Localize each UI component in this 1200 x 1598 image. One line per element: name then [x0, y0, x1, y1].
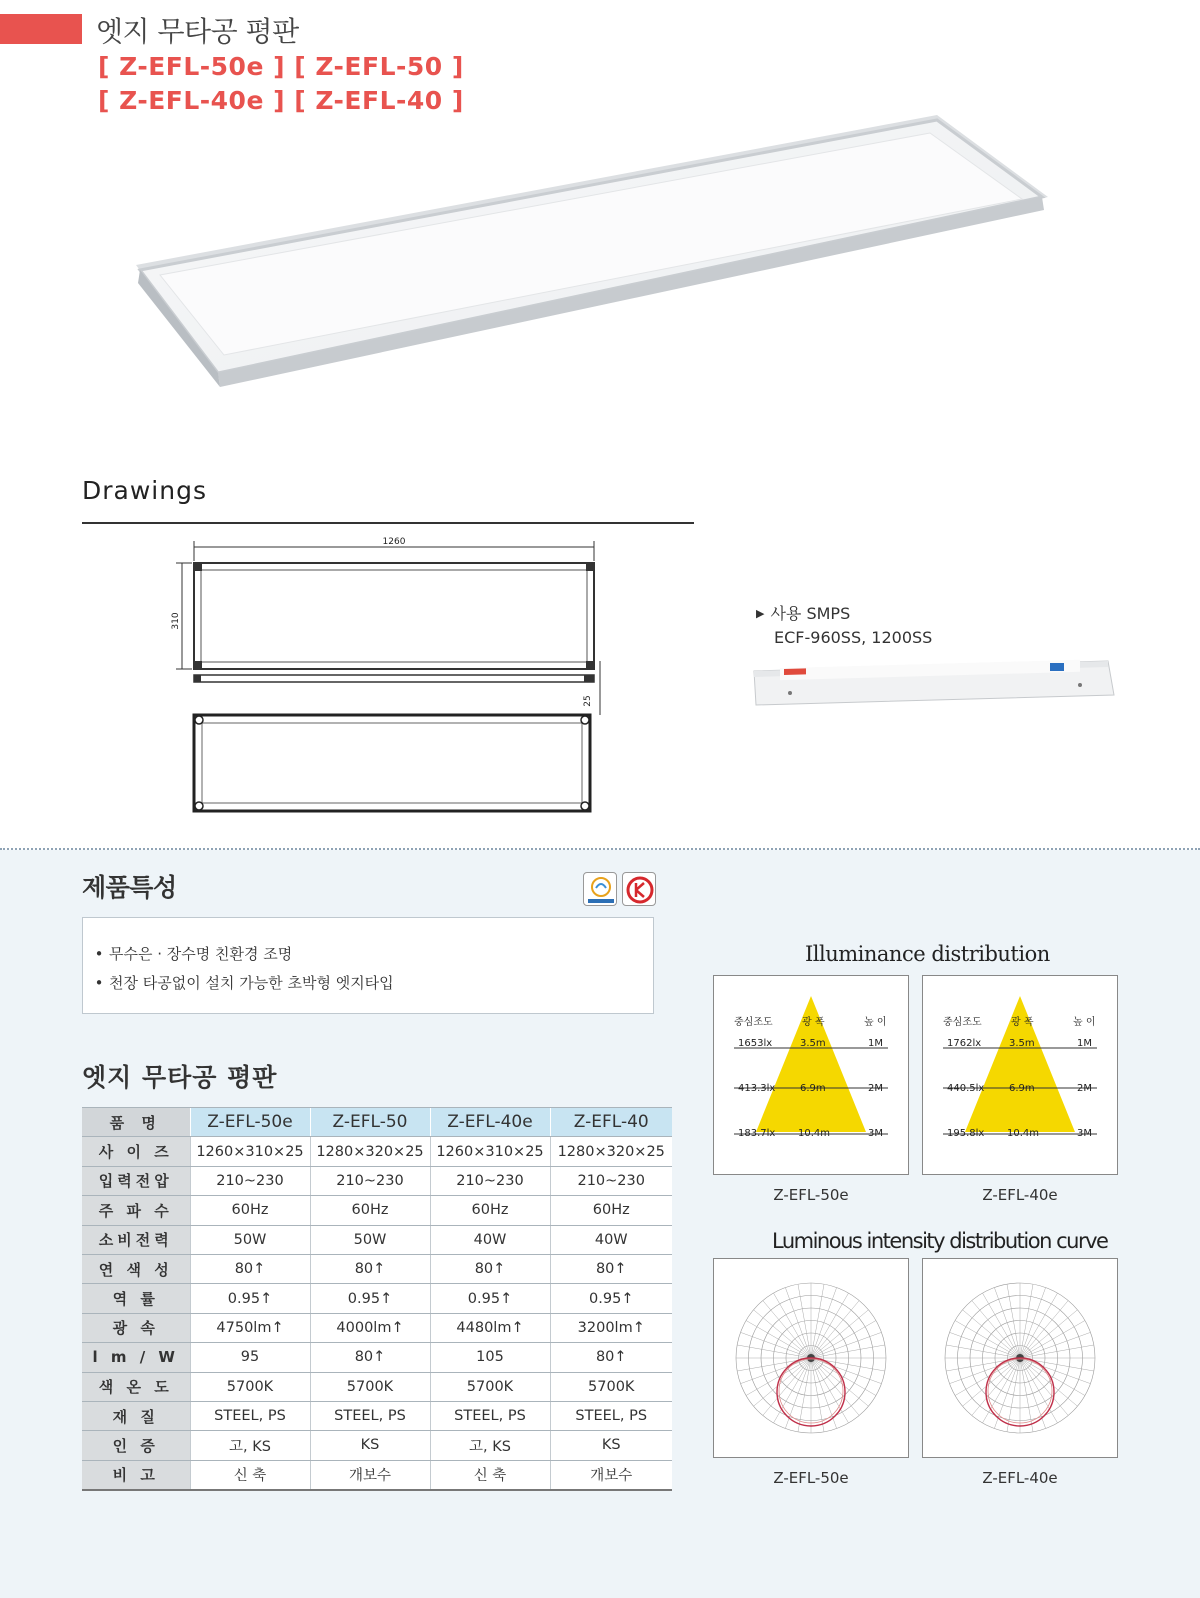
table-cell: 5700K — [430, 1372, 550, 1401]
svg-text:10.4m: 10.4m — [1007, 1128, 1040, 1139]
table-row — [82, 1254, 672, 1283]
row-label: 연 색 성 — [82, 1254, 190, 1283]
table-row — [82, 1137, 672, 1166]
table-cell: STEEL, PS — [190, 1401, 310, 1430]
row-label: 입력전압 — [82, 1166, 190, 1195]
table-row — [82, 1401, 672, 1430]
section-rule — [82, 522, 694, 524]
row-label: 역 률 — [82, 1284, 190, 1313]
table-cell: 1280×320×25 — [310, 1137, 430, 1166]
spec-title: 엣지 무타공 평판 — [82, 1063, 278, 1092]
table-cell: 3200lm↑ — [550, 1313, 672, 1342]
table-cell: 60Hz — [430, 1196, 550, 1225]
model-list-1: [ Z-EFL-50e ] [ Z-EFL-50 ] — [98, 52, 464, 81]
svg-text:중심조도: 중심조도 — [943, 1017, 982, 1028]
bullet-icon: • — [94, 974, 104, 992]
table-row — [82, 1166, 672, 1195]
svg-text:10.4m: 10.4m — [798, 1128, 831, 1139]
table-cell: STEEL, PS — [550, 1401, 672, 1430]
table-cell: KS — [310, 1431, 430, 1460]
table-cell: 60Hz — [310, 1196, 430, 1225]
svg-text:광 폭: 광 폭 — [1011, 1017, 1034, 1028]
kc-certification-icon — [622, 872, 656, 906]
illuminance-panel — [922, 975, 1118, 1175]
features-box — [82, 917, 654, 1014]
row-label: 비 고 — [82, 1460, 190, 1489]
table-cell: 0.95↑ — [430, 1284, 550, 1313]
illuminance-caption: Z-EFL-40e — [982, 1186, 1058, 1204]
table-cell: 50W — [190, 1225, 310, 1254]
table-row — [82, 1343, 672, 1372]
svg-text:1M: 1M — [1077, 1038, 1092, 1049]
table-cell: 80↑ — [310, 1254, 430, 1283]
table-row — [82, 1196, 672, 1225]
table-cell: 5700K — [550, 1372, 672, 1401]
polar-diagram — [714, 1259, 908, 1457]
table-cell: 40W — [430, 1225, 550, 1254]
header-cell: 품 명 — [82, 1108, 190, 1137]
accent-bar — [0, 14, 82, 44]
table-cell: 4480lm↑ — [430, 1313, 550, 1342]
svg-text:높 이: 높 이 — [1073, 1017, 1096, 1028]
spec-table — [82, 1107, 672, 1491]
table-cell: 0.95↑ — [190, 1284, 310, 1313]
luminous-caption: Z-EFL-50e — [773, 1469, 849, 1487]
table-cell: 신 축 — [190, 1460, 310, 1489]
table-cell: 개보수 — [550, 1460, 672, 1489]
table-cell: 4750lm↑ — [190, 1313, 310, 1342]
table-cell: 고, KS — [430, 1431, 550, 1460]
svg-text:6.9m: 6.9m — [800, 1083, 826, 1094]
svg-text:중심조도: 중심조도 — [734, 1017, 773, 1028]
table-row — [82, 1372, 672, 1401]
polar-diagram — [923, 1259, 1117, 1457]
luminous-panel — [922, 1258, 1118, 1458]
table-row — [82, 1225, 672, 1254]
feature-item: • 천장 타공없이 설치 가능한 초박형 엣지타입 — [89, 969, 653, 998]
table-cell: 5700K — [310, 1372, 430, 1401]
table-cell: 0.95↑ — [550, 1284, 672, 1313]
drawings-title: Drawings — [82, 476, 207, 505]
table-cell: 210~230 — [310, 1166, 430, 1195]
svg-text:2M: 2M — [868, 1083, 883, 1094]
svg-text:3M: 3M — [868, 1128, 883, 1139]
row-label: l m / W — [82, 1343, 190, 1372]
table-cell: 80↑ — [550, 1343, 672, 1372]
table-cell: 80↑ — [550, 1254, 672, 1283]
table-cell: 210~230 — [430, 1166, 550, 1195]
smps-image — [750, 655, 1120, 711]
table-cell: 고, KS — [190, 1431, 310, 1460]
model-list-2: [ Z-EFL-40e ] [ Z-EFL-40 ] — [98, 86, 464, 115]
table-cell: 1280×320×25 — [550, 1137, 672, 1166]
table-cell: 50W — [310, 1225, 430, 1254]
svg-text:1M: 1M — [868, 1038, 883, 1049]
svg-text:183.7lx: 183.7lx — [738, 1128, 776, 1139]
table-cell: 신 축 — [430, 1460, 550, 1489]
illuminance-diagram — [714, 976, 908, 1174]
table-cell: 60Hz — [190, 1196, 310, 1225]
table-cell: 1260×310×25 — [430, 1137, 550, 1166]
table-cell: 210~230 — [190, 1166, 310, 1195]
svg-text:440.5lx: 440.5lx — [947, 1083, 985, 1094]
dim-depth: 25 — [583, 695, 593, 707]
row-label: 사 이 즈 — [82, 1137, 190, 1166]
technical-drawing — [170, 535, 620, 835]
table-cell: 60Hz — [550, 1196, 672, 1225]
svg-text:1762lx: 1762lx — [947, 1038, 982, 1049]
row-label: 재 질 — [82, 1401, 190, 1430]
illuminance-title: Illuminance distribution — [805, 942, 1050, 966]
product-image — [120, 115, 1080, 405]
table-cell: 0.95↑ — [310, 1284, 430, 1313]
header-cell: Z-EFL-40 — [550, 1108, 672, 1137]
table-cell: STEEL, PS — [430, 1401, 550, 1430]
svg-text:413.3lx: 413.3lx — [738, 1083, 776, 1094]
smps-note — [756, 603, 932, 649]
table-cell: 80↑ — [430, 1254, 550, 1283]
luminous-panel — [713, 1258, 909, 1458]
svg-text:높 이: 높 이 — [864, 1017, 887, 1028]
header-cell: Z-EFL-40e — [430, 1108, 550, 1137]
row-label: 광 속 — [82, 1313, 190, 1342]
energy-efficiency-icon — [583, 872, 617, 906]
table-cell: KS — [550, 1431, 672, 1460]
table-cell: 1260×310×25 — [190, 1137, 310, 1166]
table-cell: 210~230 — [550, 1166, 672, 1195]
row-label: 인 증 — [82, 1431, 190, 1460]
table-row — [82, 1431, 672, 1460]
header-cell: Z-EFL-50e — [190, 1108, 310, 1137]
table-row — [82, 1313, 672, 1342]
svg-text:3M: 3M — [1077, 1128, 1092, 1139]
table-cell: 4000lm↑ — [310, 1313, 430, 1342]
svg-text:3.5m: 3.5m — [800, 1038, 826, 1049]
row-label: 소비전력 — [82, 1225, 190, 1254]
triangle-bullet-icon: ▶ — [756, 607, 765, 620]
dim-height: 310 — [171, 612, 181, 630]
table-row — [82, 1284, 672, 1313]
row-label: 주 파 수 — [82, 1196, 190, 1225]
header-cell: Z-EFL-50 — [310, 1108, 430, 1137]
illuminance-panel — [713, 975, 909, 1175]
svg-text:6.9m: 6.9m — [1009, 1083, 1035, 1094]
illuminance-caption: Z-EFL-50e — [773, 1186, 849, 1204]
luminous-caption: Z-EFL-40e — [982, 1469, 1058, 1487]
smps-models: ECF-960SS, 1200SS — [774, 628, 933, 647]
table-cell: 5700K — [190, 1372, 310, 1401]
smps-label: 사용 SMPS — [770, 604, 851, 623]
table-cell: 95 — [190, 1343, 310, 1372]
features-title: 제품특성 — [82, 873, 177, 902]
row-label: 색 온 도 — [82, 1372, 190, 1401]
table-cell: STEEL, PS — [310, 1401, 430, 1430]
dim-width: 1260 — [382, 537, 406, 547]
bullet-icon: • — [94, 945, 104, 963]
svg-text:195.8lx: 195.8lx — [947, 1128, 985, 1139]
svg-text:2M: 2M — [1077, 1083, 1092, 1094]
table-cell: 개보수 — [310, 1460, 430, 1489]
svg-text:3.5m: 3.5m — [1009, 1038, 1035, 1049]
page-title: 엣지 무타공 평판 — [96, 15, 299, 48]
table-header-row — [82, 1108, 672, 1137]
illuminance-diagram — [923, 976, 1117, 1174]
feature-item: • 무수은 · 장수명 친환경 조명 — [89, 940, 653, 969]
table-cell: 80↑ — [310, 1343, 430, 1372]
table-cell: 105 — [430, 1343, 550, 1372]
table-cell: 80↑ — [190, 1254, 310, 1283]
table-cell: 40W — [550, 1225, 672, 1254]
table-row — [82, 1460, 672, 1489]
svg-text:광 폭: 광 폭 — [802, 1017, 825, 1028]
luminous-title: Luminous intensity distribution curve — [772, 1229, 1108, 1253]
svg-text:1653lx: 1653lx — [738, 1038, 773, 1049]
